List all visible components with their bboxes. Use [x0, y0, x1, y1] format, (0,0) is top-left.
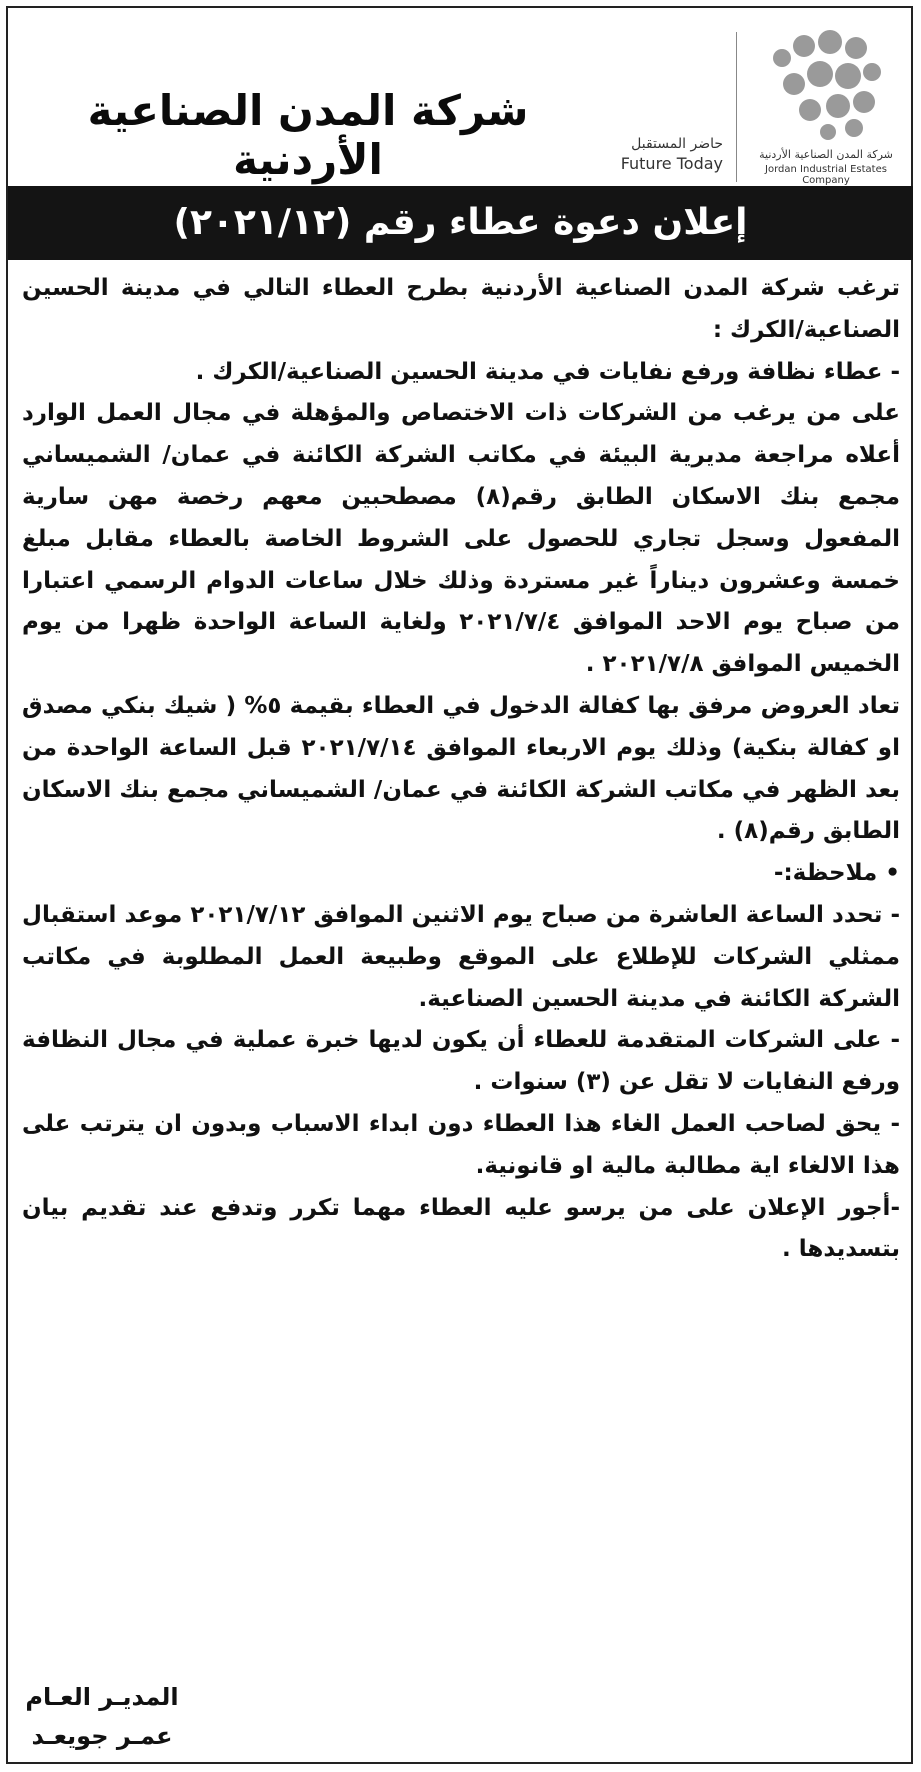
logo-text-arabic: شركة المدن الصناعية الأردنية: [759, 148, 893, 161]
paragraph-tender-item: - عطاء نظافة ورفع نفايات في مدينة الحسين الصناعية/الكرك .: [195, 358, 900, 385]
paragraph-note-fees: -أجور الإعلان على من يرسو عليه العطاء مهما تكرر وتدفع عند تقديم بيان بتسديدها .: [22, 1194, 900, 1263]
header: [8, 8, 911, 186]
paragraph-note-heading: • ملاحظة:-: [773, 860, 900, 887]
signature-name: عمـر جويعـد: [31, 1722, 173, 1750]
paragraph-note-cancellation: - يحق لصاحب العمل الغاء هذا العطاء دون ابداء الاسباب وبدون ان يترتب على هذا الالغاء اية مطالبة مالية او قانونية.: [22, 1110, 900, 1179]
company-logo-icon: [768, 30, 888, 140]
tagline-arabic: حاضر المستقبل: [631, 136, 723, 152]
tender-banner: إعلان دعوة عطاء رقم (٢٠٢١/١٢): [8, 186, 913, 260]
logo-text-english: Jordan Industrial Estates Company: [765, 164, 887, 186]
signature-title: المديـر العـام: [25, 1683, 179, 1711]
tagline-english: Future Today: [620, 154, 723, 173]
paragraph-note-visit: - تحدد الساعة العاشرة من صباح يوم الاثنين الموافق ٢٠٢١/٧/١٢ موعد استقبال ممثلي الشركات للإطلاع على الموقع وطبيعة العمل المطلوبة في مكاتب الشركة الكائنة في مدينة الحسين الصناعية.: [22, 901, 900, 1012]
paragraph-submission: تعاد العروض مرفق بها كفالة الدخول في العطاء بقيمة ٥% ( شيك بنكي مصدق او كفالة بنكية) وذلك يوم الاربعاء الموافق ٢٠٢١/٧/١٤ قبل الساعة الواحدة من بعد الظهر في مكاتب الشركة الكائنة في عمان/ الشميساني مجمع بنك الاسكان الطابق رقم(٨) .: [22, 692, 900, 845]
header-divider: [736, 32, 737, 182]
paragraph-eligibility: على من يرغب من الشركات ذات الاختصاص والمؤهلة في مجال العمل الوارد أعلاه مراجعة مديرية البيئة في مكاتب الشركة الكائنة في عمان/ الشميساني مجمع بنك الاسكان الطابق رقم(٨) مصطحبين معهم رخصة مهن سارية المفعول وسجل تجاري للحصول على الشروط الخاصة بالعطاء مقابل مبلغ خمسة وعشرون ديناراً غير مستردة وذلك خلال ساعات الدوام الرسمي اعتبارا من صباح يوم الاحد الموافق ٢٠٢١/٧/٤ ولغاية الساعة الواحدة ظهرا من يوم الخميس الموافق ٢٠٢١/٧/٨ .: [22, 400, 901, 678]
tagline: [608, 136, 723, 173]
notice-body: [22, 268, 900, 1271]
company-title: شركة المدن الصناعية الأردنية: [87, 86, 529, 184]
paragraph-note-experience: - على الشركات المتقدمة للعطاء أن يكون لديها خبرة عملية في مجال النظافة ورفع النفايات لا تقل عن (٣) سنوات .: [22, 1027, 900, 1096]
paragraph-intro: ترغب شركة المدن الصناعية الأردنية بطرح العطاء التالي في مدينة الحسين الصناعية/الكرك :: [22, 275, 900, 343]
